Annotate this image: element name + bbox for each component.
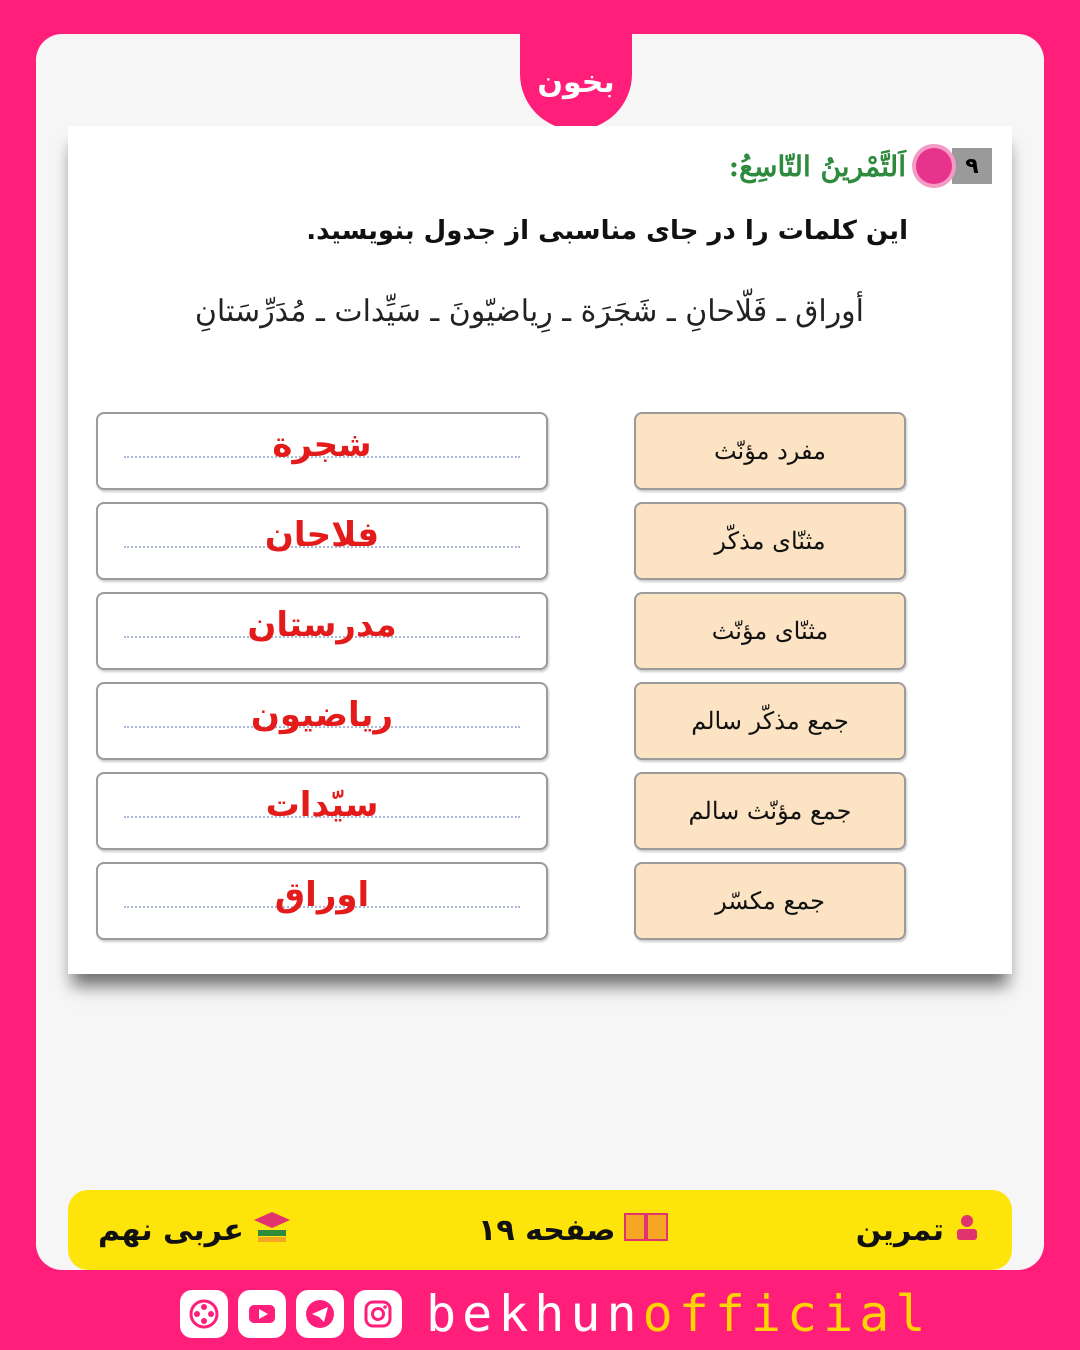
answer-text: فلاحان xyxy=(264,515,380,555)
brand-logo[interactable] xyxy=(520,34,632,130)
logo-text: بخون xyxy=(537,64,615,100)
instagram-icon[interactable] xyxy=(354,1290,402,1338)
answer-box xyxy=(96,412,548,490)
book-icon xyxy=(623,1210,669,1251)
category-box: مثنّای مؤنّث xyxy=(634,592,906,670)
table-row xyxy=(68,862,1012,938)
worksheet xyxy=(68,126,1012,974)
exercise-instruction: این کلمات را در جای مناسبی از جدول بنویسید. xyxy=(306,216,908,246)
exercise-header xyxy=(729,146,992,186)
table-row xyxy=(68,592,1012,668)
category-box: جمع مؤنّث سالم xyxy=(634,772,906,850)
category-box: جمع مکسّر xyxy=(634,862,906,940)
subject-info xyxy=(98,1210,292,1251)
page-label: صفحه ۱۹ xyxy=(478,1212,616,1248)
table-row xyxy=(68,682,1012,758)
subject-label: عربی نهم xyxy=(98,1212,244,1248)
answer-text: اوراق xyxy=(274,875,370,915)
aparat-icon[interactable] xyxy=(180,1290,228,1338)
brand-name-first: bekhun xyxy=(426,1285,643,1343)
answer-box xyxy=(96,592,548,670)
exercise-title: اَلتَّمْرینُ التّاسِعُ: xyxy=(728,149,906,183)
category-box: مفرد مؤنّث xyxy=(634,412,906,490)
answer-box xyxy=(96,502,548,580)
answer-text: ریاضیون xyxy=(250,695,394,735)
flower-icon xyxy=(916,148,952,184)
teacher-icon xyxy=(952,1212,982,1249)
social-bar xyxy=(180,1282,931,1346)
graduation-cap-icon xyxy=(252,1210,292,1251)
answer-text: شجرة xyxy=(272,425,372,465)
info-bar xyxy=(68,1190,1012,1270)
answer-box xyxy=(96,682,548,760)
brand-handle[interactable] xyxy=(426,1285,931,1343)
youtube-icon[interactable] xyxy=(238,1290,286,1338)
answer-box xyxy=(96,862,548,940)
category-box: مثنّای مذکّر xyxy=(634,502,906,580)
page-info xyxy=(478,1210,669,1251)
answer-text: مدرستان xyxy=(247,605,397,645)
answer-box xyxy=(96,772,548,850)
table-row xyxy=(68,502,1012,578)
category-box: جمع مذکّر سالم xyxy=(634,682,906,760)
answer-text: سیّدات xyxy=(265,785,379,825)
telegram-icon[interactable] xyxy=(296,1290,344,1338)
exercise-number: ۹ xyxy=(952,148,992,184)
word-list: أوراق ـ فَلّاحانِ ـ شَجَرَة ـ رِیاضیّونَ ـ سَیِّدات ـ مُدَرِّسَتانِ xyxy=(194,294,864,329)
table-row xyxy=(68,772,1012,848)
type-label: تمرین xyxy=(855,1212,944,1248)
table-row xyxy=(68,412,1012,488)
brand-name-second: official xyxy=(642,1285,932,1343)
type-info xyxy=(856,1212,982,1249)
